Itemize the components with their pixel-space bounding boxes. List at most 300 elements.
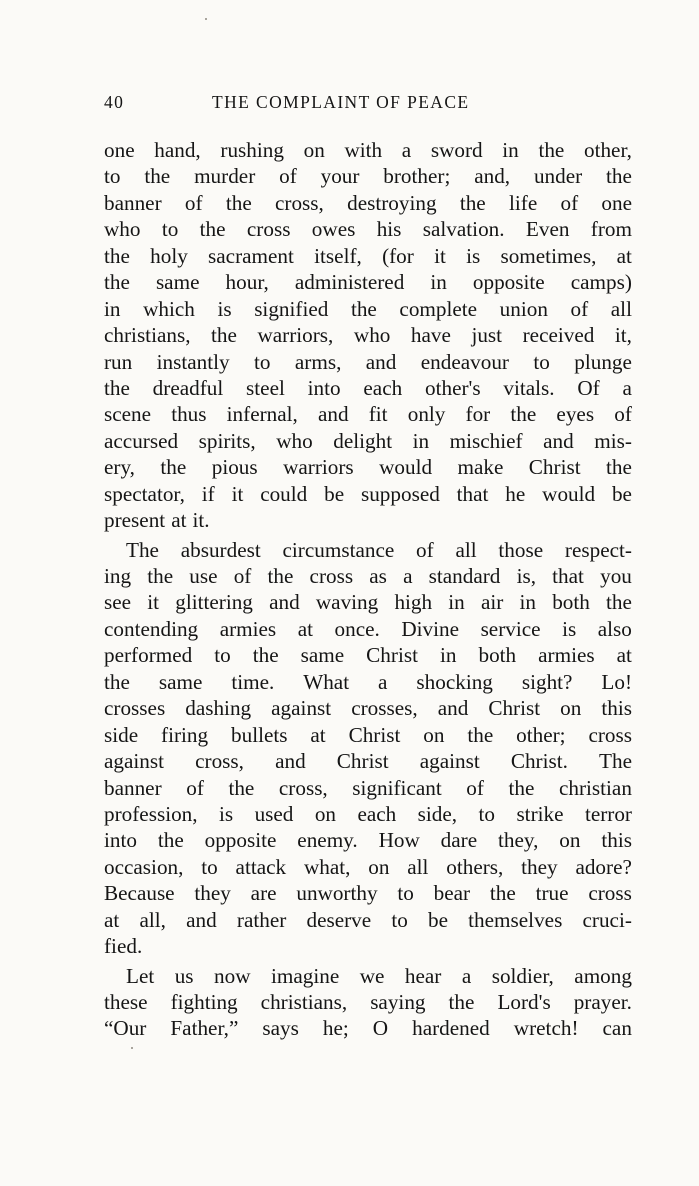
text-line [104, 1015, 632, 1041]
word: supposed [360, 481, 440, 506]
word: on [314, 801, 337, 826]
word: his [376, 217, 402, 242]
word: this [601, 696, 632, 721]
word: both [552, 590, 590, 615]
word: that [552, 564, 584, 588]
word: signified [254, 296, 329, 321]
word: rather [236, 907, 287, 932]
word: The [126, 537, 159, 562]
word: of [570, 296, 589, 321]
word: and [186, 907, 217, 932]
word: soldier, [491, 963, 554, 988]
word: life [508, 190, 538, 215]
word: hour, [225, 270, 269, 295]
word: to [214, 643, 231, 668]
word: crosses, [351, 696, 418, 721]
word: who [104, 217, 141, 242]
word: imagine [270, 963, 340, 988]
word: could [260, 481, 308, 506]
word: adore? [575, 854, 632, 879]
word: owes [311, 217, 356, 242]
word: at [616, 243, 632, 268]
word: christian [558, 775, 632, 800]
word: cross [588, 881, 632, 906]
word: prayer. [573, 990, 632, 1014]
word: wretch! [513, 1016, 579, 1041]
text-line [104, 722, 632, 748]
word: sometimes, [500, 243, 597, 268]
text-line [104, 507, 632, 533]
word: at [616, 643, 632, 668]
word: vitals. [503, 375, 555, 400]
word: standard [428, 564, 501, 588]
text-line [104, 481, 632, 507]
text-line [104, 801, 632, 827]
word: (for [382, 243, 414, 268]
word: on [303, 138, 325, 162]
word: ing [104, 564, 132, 588]
word: spirits, [198, 428, 256, 453]
word: bullets [231, 722, 288, 747]
word: steel [246, 375, 285, 400]
word: also [597, 616, 632, 641]
word: Of [577, 375, 600, 400]
word: rushing [220, 138, 284, 162]
word: fighting [170, 990, 238, 1014]
word: opposite [472, 270, 545, 295]
text-line [104, 243, 632, 269]
word: at [171, 508, 187, 533]
word: the [606, 164, 632, 189]
word: other's [425, 375, 481, 400]
word: the [459, 190, 486, 215]
word: side, [417, 801, 458, 826]
word: those [498, 537, 544, 562]
word: of [416, 537, 434, 562]
word: be [428, 907, 448, 932]
word: shocking [416, 669, 493, 694]
word: the [606, 455, 632, 480]
word: cruci- [582, 907, 632, 932]
text-line [104, 375, 632, 401]
text-line [104, 907, 632, 933]
word: the [199, 217, 226, 242]
word: hand, [154, 138, 201, 162]
word: us [174, 963, 194, 988]
word: profession, [104, 801, 198, 826]
word: Because [104, 881, 175, 906]
word: in [448, 590, 465, 615]
word: in [519, 590, 536, 615]
word: be [324, 481, 345, 506]
word: christians, [104, 323, 191, 348]
word: the [211, 323, 237, 348]
word: armies [219, 616, 277, 641]
word: warriors [283, 455, 354, 480]
word: all [610, 296, 632, 321]
word: administered [294, 270, 405, 295]
word: and [543, 428, 574, 453]
word: Lord's [497, 990, 551, 1014]
word: Christ [348, 722, 401, 747]
page-number: 40 [104, 92, 125, 112]
word: salvation. [422, 217, 505, 242]
word: once. [334, 616, 380, 641]
word: to [397, 881, 414, 906]
word: is, [516, 564, 536, 588]
word: camps) [570, 270, 632, 295]
word: the [448, 990, 475, 1014]
word: Christ. [510, 749, 568, 774]
text-line [104, 190, 632, 216]
word: with [344, 138, 383, 162]
word: among [574, 963, 632, 988]
word: same [300, 643, 345, 668]
word: Divine [401, 616, 460, 641]
word: O [372, 1016, 389, 1041]
text-line [104, 163, 632, 189]
word: and, [474, 164, 511, 189]
word: plunge [574, 349, 632, 374]
word: same [158, 669, 203, 694]
word: the [104, 669, 130, 694]
paper-speck [205, 18, 207, 20]
word: are [250, 881, 277, 906]
word: dreadful [152, 375, 224, 400]
word: of [466, 775, 484, 800]
word: would [379, 455, 433, 480]
word: the [104, 243, 130, 268]
word: they, [498, 828, 539, 853]
word: arms, [294, 349, 342, 374]
word: sacrament [208, 243, 294, 268]
word: of [279, 164, 297, 189]
word: firing [161, 722, 209, 747]
word: as [369, 564, 387, 588]
word: the [510, 402, 537, 427]
text-line [104, 616, 632, 642]
word: who [276, 428, 313, 453]
word: side [104, 722, 139, 747]
word: the [350, 296, 377, 321]
text-line [104, 989, 632, 1015]
word: you [600, 564, 632, 588]
word: murder [194, 164, 256, 189]
word: against [104, 749, 165, 774]
word: performed [104, 643, 193, 668]
word: present [104, 508, 166, 533]
text-line [104, 137, 632, 163]
word: fied. [104, 934, 143, 959]
word: to [104, 164, 121, 189]
word: he; [322, 1016, 349, 1041]
word: just [471, 323, 503, 348]
word: sword [430, 138, 483, 162]
word: under [533, 164, 583, 189]
word: see [104, 590, 132, 615]
word: others, [446, 854, 504, 879]
word: endeavour [420, 349, 509, 374]
word: pious [211, 455, 258, 480]
word: service [480, 616, 541, 641]
word: the [104, 375, 130, 400]
word: themselves [468, 907, 563, 932]
word: now [214, 963, 251, 988]
word: Even [525, 217, 570, 242]
word: what, [303, 854, 351, 879]
word: received [522, 323, 595, 348]
word: high [394, 590, 433, 615]
word: air [480, 590, 504, 615]
word: is [219, 801, 234, 826]
word: contending [104, 616, 199, 641]
word: use [189, 564, 218, 588]
word: it. [192, 508, 210, 533]
word: sight? [521, 669, 573, 694]
word: for [465, 402, 491, 427]
word: How [378, 828, 420, 853]
page-header [104, 92, 632, 122]
word: each [357, 801, 397, 826]
word: eyes [556, 402, 595, 427]
word: we [359, 963, 385, 988]
word: union [499, 296, 548, 321]
word: your [320, 164, 360, 189]
word: to [478, 801, 496, 826]
word: respect- [564, 537, 632, 562]
word: and [365, 349, 397, 374]
word: in [430, 270, 447, 295]
word: make [457, 455, 504, 480]
word: dashing [185, 696, 252, 721]
word: true [535, 881, 569, 906]
word: it [434, 243, 446, 268]
word: fit [368, 402, 388, 427]
word: circumstance [282, 537, 395, 562]
word: the [252, 643, 279, 668]
word: be [611, 481, 632, 506]
word: into [104, 828, 137, 853]
word: “Our [104, 1016, 147, 1041]
word: absurdest [180, 537, 261, 562]
text-line [104, 642, 632, 668]
word: Lo! [601, 669, 632, 694]
word: occasion, [104, 854, 184, 879]
word: at [310, 722, 326, 747]
word: on [368, 854, 390, 879]
word: terror [584, 801, 632, 826]
word: The [599, 749, 632, 774]
word: instantly [156, 349, 230, 374]
word: other, [583, 138, 632, 162]
word: the [508, 775, 535, 800]
word: Father,” [170, 1016, 239, 1041]
word: he [505, 481, 526, 506]
word: bear [433, 881, 471, 906]
word: in [104, 296, 121, 321]
word: armies [538, 643, 595, 668]
word: says [262, 1016, 299, 1041]
word: and [318, 402, 349, 427]
word: dare [440, 828, 478, 853]
word: the [157, 828, 184, 853]
word: and [275, 749, 306, 774]
word: who [353, 323, 391, 348]
word: have [410, 323, 451, 348]
word: it [147, 590, 160, 615]
word: scene [104, 402, 152, 427]
text-line [104, 748, 632, 774]
text-line [104, 269, 632, 295]
word: from [590, 217, 632, 242]
text-line [104, 428, 632, 454]
paper-speck [131, 1047, 133, 1049]
word: they [521, 854, 558, 879]
word: cross [309, 564, 354, 588]
text-line [104, 537, 632, 563]
text-line [104, 563, 632, 589]
word: a [461, 963, 472, 988]
word: and [437, 696, 469, 721]
word: can [602, 1016, 632, 1041]
word: one [601, 190, 632, 215]
word: cross [588, 722, 632, 747]
word: all [407, 854, 429, 879]
word: unworthy [296, 881, 378, 906]
word: Christ [336, 749, 389, 774]
word: time. [231, 669, 275, 694]
word: Christ [528, 455, 581, 480]
word: glittering [175, 590, 253, 615]
word: the [144, 164, 171, 189]
word: waving [315, 590, 379, 615]
word: it, [614, 323, 632, 348]
word: crosses [104, 696, 166, 721]
word: one [104, 138, 135, 162]
word: a [622, 375, 632, 400]
word: complete [399, 296, 478, 321]
word: itself, [314, 243, 362, 268]
word: opposite [204, 828, 277, 853]
word: in [439, 643, 457, 668]
word: mischief [449, 428, 523, 453]
word: on [423, 722, 445, 747]
text-line [104, 880, 632, 906]
word: that [456, 481, 489, 506]
word: cross, [195, 749, 244, 774]
word: a [401, 138, 412, 162]
word: which [143, 296, 195, 321]
word: these [104, 990, 148, 1014]
running-head: THE COMPLAINT OF PEACE [212, 92, 470, 112]
word: on [559, 828, 581, 853]
word: Christ [366, 643, 418, 668]
word: of [186, 775, 204, 800]
word: would [542, 481, 596, 506]
word: the [467, 722, 494, 747]
word: is [217, 296, 232, 321]
word: spectator, [104, 481, 185, 506]
word: is [466, 243, 481, 268]
word: deserve [306, 907, 372, 932]
word: used [254, 801, 294, 826]
text-line [104, 854, 632, 880]
word: the [228, 775, 255, 800]
text-line [104, 963, 632, 989]
word: each [363, 375, 403, 400]
word: infernal, [226, 402, 298, 427]
word: destroying [347, 190, 437, 215]
word: all [455, 537, 477, 562]
word: against [271, 696, 332, 721]
word: holy [150, 243, 188, 268]
text-line [104, 349, 632, 375]
word: of [184, 190, 203, 215]
word: to [254, 349, 271, 374]
word: banner [104, 190, 162, 215]
word: warriors, [257, 323, 334, 348]
word: strike [516, 801, 564, 826]
word: hardened [412, 1016, 490, 1041]
word: if [201, 481, 215, 506]
word: run [104, 349, 133, 374]
word: both [478, 643, 517, 668]
text-line [104, 322, 632, 348]
text-line [104, 454, 632, 480]
word: a [403, 564, 413, 588]
word: the [267, 564, 294, 588]
word: against [419, 749, 480, 774]
text-line [104, 216, 632, 242]
word: Let [126, 963, 155, 988]
word: the [147, 564, 174, 588]
word: is [562, 616, 577, 641]
word: a [378, 669, 388, 694]
word: christians, [260, 990, 348, 1014]
word: in [502, 138, 519, 162]
word: this [601, 828, 632, 853]
word: to [201, 854, 218, 879]
word: cross, [275, 190, 324, 215]
word: delight [333, 428, 393, 453]
word: the [225, 190, 252, 215]
word: the [489, 881, 516, 906]
word: saying [370, 990, 426, 1014]
word: attack [235, 854, 287, 879]
text-line [104, 695, 632, 721]
word: cross [246, 217, 291, 242]
word: on [560, 696, 582, 721]
word: the [606, 590, 632, 615]
word: into [307, 375, 341, 400]
word: significant [352, 775, 442, 800]
word: at [104, 907, 120, 932]
word: all, [139, 907, 166, 932]
text-line [104, 933, 632, 959]
word: same [155, 270, 200, 295]
body-text [104, 137, 632, 1042]
word: thus [171, 402, 207, 427]
word: other; [516, 722, 566, 747]
text-line [104, 775, 632, 801]
word: only [407, 402, 446, 427]
text-line [104, 401, 632, 427]
word: of [233, 564, 252, 588]
word: mis- [594, 428, 632, 453]
word: at [297, 616, 313, 641]
text-line [104, 589, 632, 615]
word: to [533, 349, 550, 374]
